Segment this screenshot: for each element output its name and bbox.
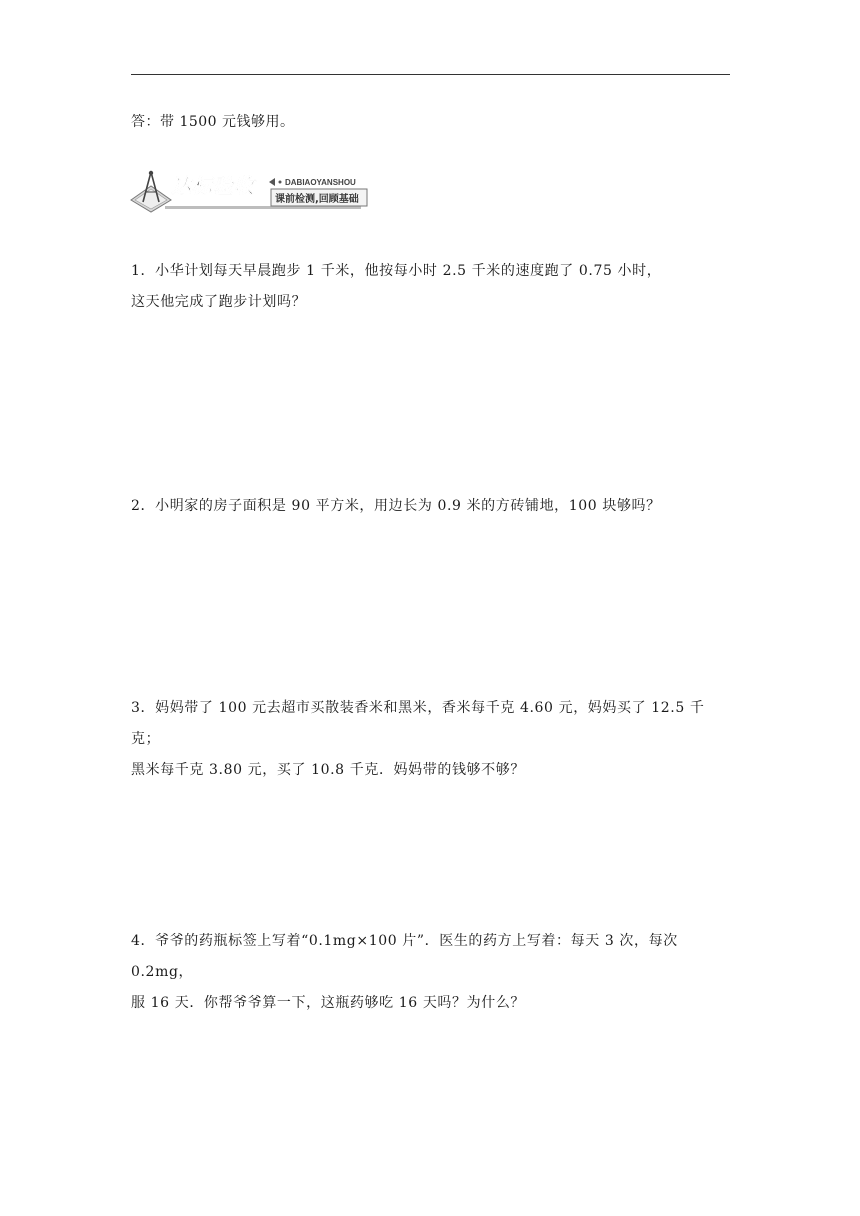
question-1 bbox=[131, 256, 731, 318]
question-1-line-1: 1．小华计划每天早晨跑步 1 千米，他按每小时 2.5 千米的速度跑了 0.75 小时， bbox=[131, 263, 662, 279]
question-4-line-1: 4．爷爷的药瓶标签上写着“0.1mg×100 片”．医生的药方上写着：每天 3 次，每次 0.2mg， bbox=[131, 933, 678, 980]
section-banner bbox=[129, 168, 369, 216]
question-1-line-2: 这天他完成了跑步计划吗？ bbox=[131, 294, 307, 310]
question-3-line-2: 黑米每千克 3.80 元，买了 10.8 千克．妈妈带的钱够不够？ bbox=[131, 762, 525, 778]
banner-subtitle: 课前检测,回顾基础 bbox=[275, 194, 359, 205]
question-4-line-2: 服 16 天．你帮爷爷算一下，这瓶药够吃 16 天吗？为什么？ bbox=[131, 995, 526, 1011]
banner-pinyin: DABIAOYANSHOU bbox=[285, 178, 356, 187]
answer-text: 答：带 1500 元钱够用。 bbox=[131, 114, 295, 130]
question-2-line-1: 2．小明家的房子面积是 90 平方米，用边长为 0.9 米的方砖铺地，100 块够吗？ bbox=[131, 498, 661, 514]
question-4 bbox=[131, 926, 731, 1019]
question-3 bbox=[131, 693, 731, 786]
question-3-line-1: 3．妈妈带了 100 元去超市买散装香米和黑米，香米每千克 4.60 元，妈妈买了 12.5 千克； bbox=[131, 700, 705, 747]
compass-icon bbox=[131, 171, 171, 212]
question-2 bbox=[131, 491, 731, 522]
header-rule bbox=[131, 74, 730, 75]
banner-title: 达标验收 bbox=[171, 174, 255, 198]
